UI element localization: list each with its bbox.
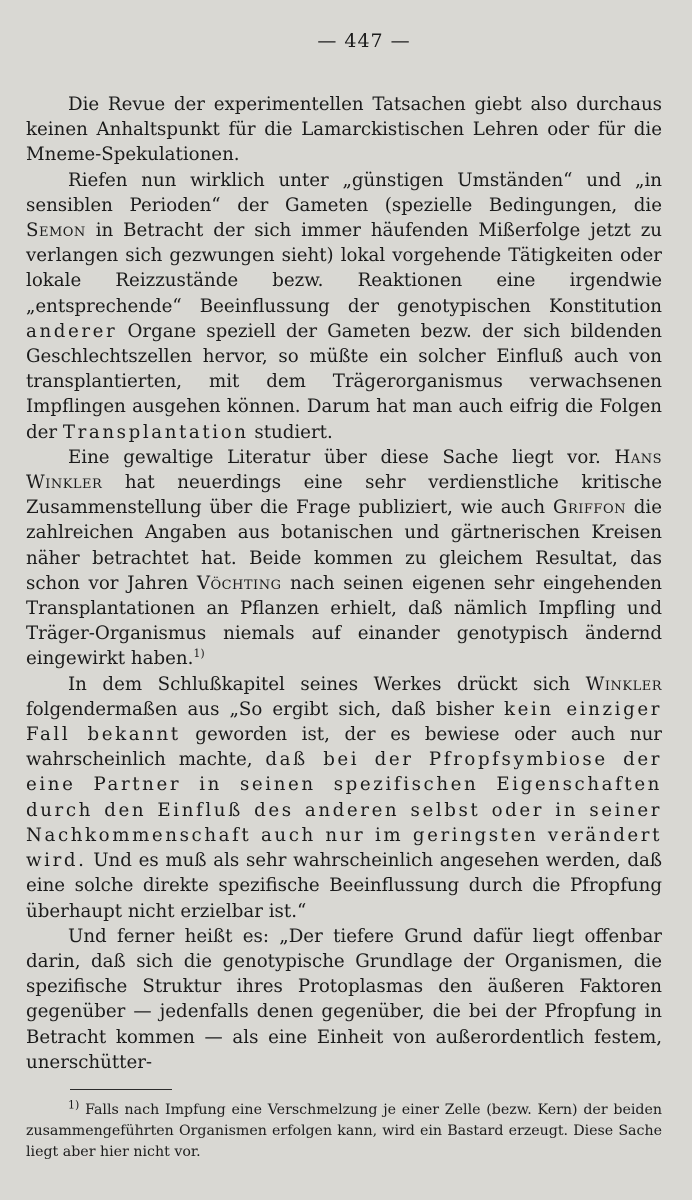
- emphasis-spaced: daß bei der Pfropfsymbiose der eine Partner in seinen spezifischen Eigenschaften durch den Einfluß des anderen selbst oder in seiner Nachkommenschaft auch nur im geringsten verändert wird.: [26, 749, 662, 872]
- text-run: Eine gewaltige Literatur über diese Sache liegt vor.: [68, 446, 615, 468]
- paragraph-3: [26, 445, 662, 672]
- text-run: nach seinen eigenen sehr eingehenden Transplantationen an Pflanzen erhielt, daß nämlich Impfling und Träger-Organismus niemals auf einander genotypisch ändernd eingewirkt haben.: [26, 572, 662, 670]
- footnote-reference: 1): [193, 647, 205, 661]
- author-name-voechting: Vöchting: [196, 572, 282, 594]
- page-number: — 447 —: [317, 30, 411, 52]
- emphasis-spaced: kein einziger Fall bekannt: [26, 698, 662, 746]
- footnote-divider: [70, 1089, 172, 1090]
- text-run: In dem Schlußkapitel seines Werkes drückt sich: [68, 673, 586, 695]
- footnote: [26, 1100, 662, 1163]
- paragraph-2: [26, 168, 662, 445]
- text-run: Und es muß als sehr wahrscheinlich angesehen werden, daß eine solche direkte spezifische Beeinflussung durch die Pfropfung überhaupt nicht erzielbar ist.“: [26, 850, 662, 922]
- document-page: [26, 30, 662, 1163]
- author-name-griffon: Griffon: [552, 497, 626, 519]
- footnote-text: Falls nach Impfung eine Verschmelzung je einer Zelle (bezw. Kern) der beiden zusammengeführten Organismen erfolgen kann, wird ein Bastard erzeugt. Diese Sache liegt aber hier nicht vor.: [26, 1101, 662, 1160]
- text-run: folgendermaßen aus „So ergibt sich, daß bisher: [26, 698, 504, 720]
- text-run: Organe speziell der Gameten bezw. der sich bildenden Geschlechtszellen hervor, so müßte ein solcher Einfluß auch von transplantierten, mit dem Trägerorganismus verwachsenen Impflingen ausgehen können. Darum hat man auch eifrig die Folgen der: [26, 320, 662, 443]
- text-run: die zahlreichen Angaben aus botanischen und gärtnerischen Kreisen näher betrachtet hat. Beide kommen zu gleichem Resultat, das schon vor Jahren: [26, 497, 662, 594]
- text-run: hat neuerdings eine sehr verdienstliche kritische Zusammenstellung über die Frage publiziert, wie auch: [26, 472, 662, 519]
- emphasis-spaced: Transplantation: [62, 421, 249, 443]
- paragraph-1: Die Revue der experimentellen Tatsachen giebt also durchaus keinen Anhaltspunkt für die Lamarckistischen Lehren oder für die Mneme-Spekulationen.: [26, 94, 662, 166]
- text-run: studiert.: [248, 421, 333, 443]
- author-name-hans-winkler: Hans Winkler: [26, 446, 662, 494]
- text-run: Riefen nun wirklich unter „günstigen Umständen“ und „in sensiblen Perioden“ der Gameten (spezielle Bedingungen, die: [26, 169, 662, 216]
- text-run: geworden ist, der es bewiese oder auch nur wahrscheinlich machte,: [26, 724, 663, 771]
- emphasis-spaced: anderer: [26, 320, 118, 342]
- footnote-mark: 1): [68, 1098, 80, 1112]
- author-name-winkler: Winkler: [585, 673, 662, 695]
- paragraph-5: Und ferner heißt es: „Der tiefere Grund dafür liegt offenbar darin, daß sich die genotypische Grundlage der Organismen, die spezifische Struktur ihres Protoplasmas den äußeren Faktoren gegenüber — jedenfalls denen gegenüber, die bei der Pfropfung in Betracht kommen — als eine Einheit von außerordentlich festem, unerschütter-: [26, 925, 662, 1073]
- paragraph-4: [26, 672, 662, 924]
- text-run: in Betracht der sich immer häufenden Mißerfolge jetzt zu verlangen sich gezwungen sieht) lokal vorgehende Tätigkeiten oder lokale Reizzustände bezw. Reaktionen eine irgendwie „entsprechende“ Beeinflussung der genotypischen Konstitution: [26, 220, 662, 317]
- author-name-semon: Semon: [26, 220, 86, 242]
